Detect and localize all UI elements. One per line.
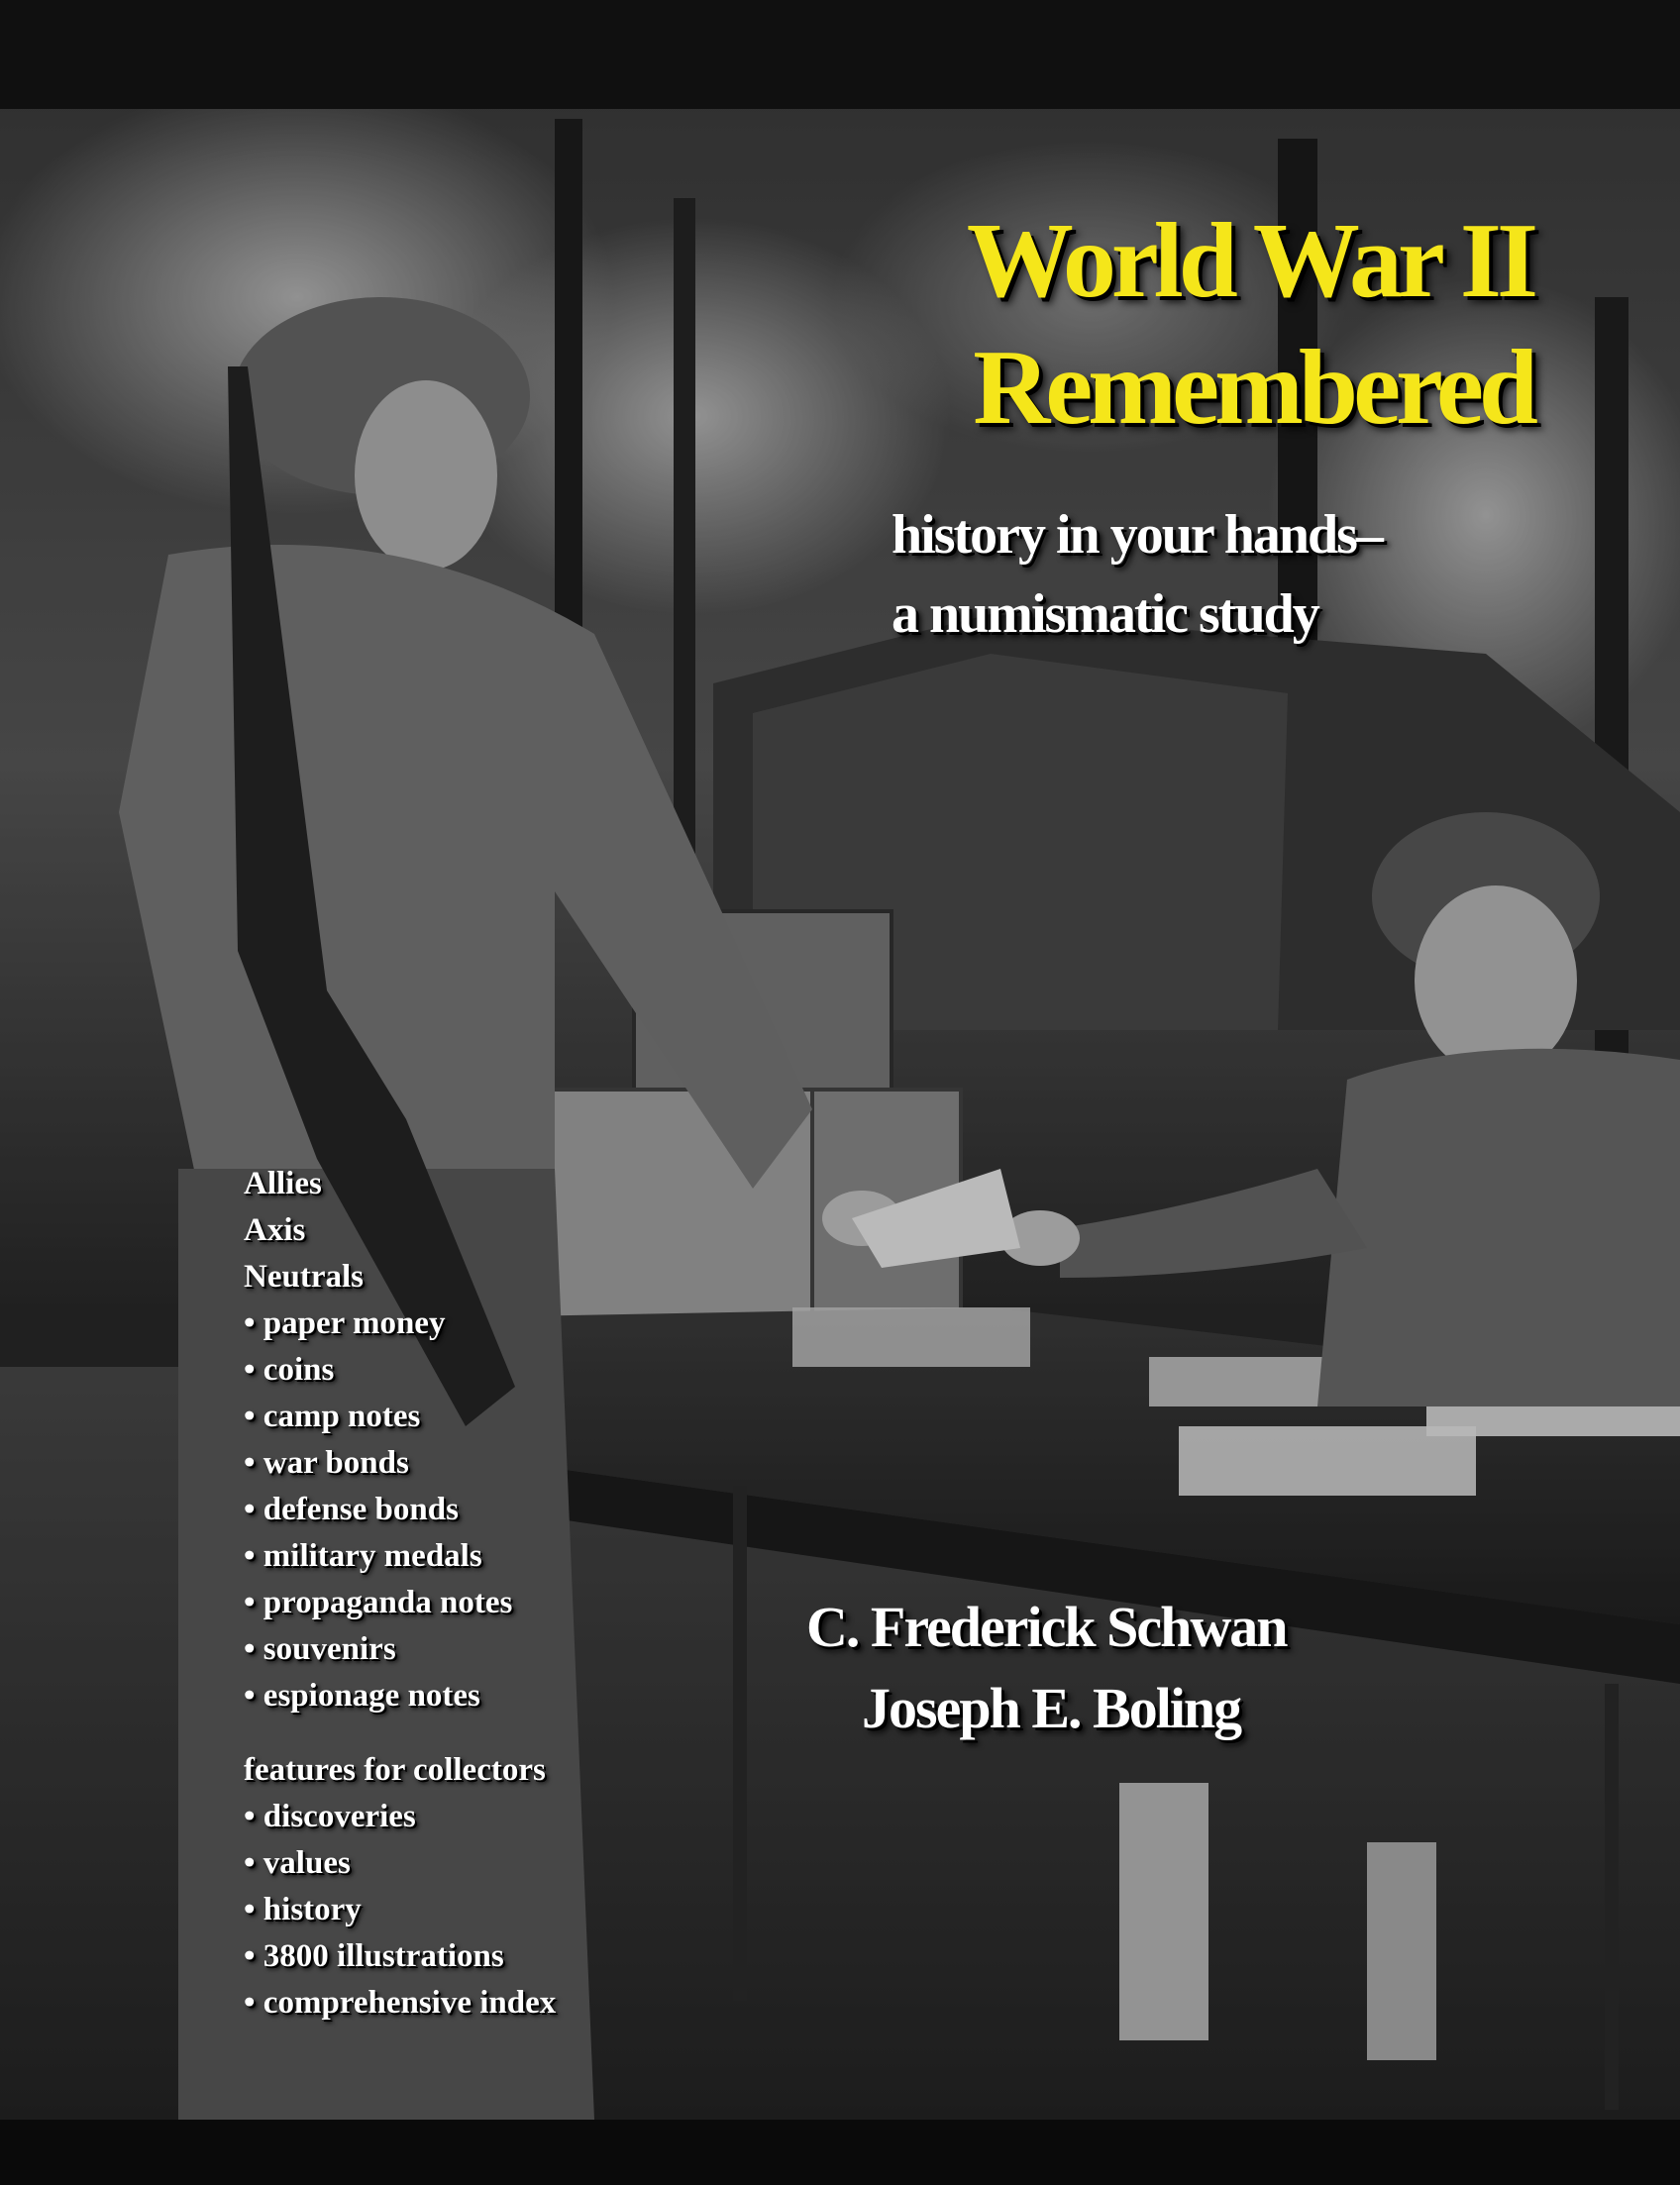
content-item: • defense bonds <box>244 1492 459 1527</box>
title-line-1: World War II <box>966 202 1533 320</box>
subtitle-line-2: a numismatic study <box>892 583 1318 645</box>
content-item: • espionage notes <box>244 1678 480 1714</box>
content-item: • propaganda notes <box>244 1585 513 1620</box>
collector-feature-item: • discoveries <box>244 1799 416 1834</box>
subtitle-line-1: history in your hands– <box>892 504 1382 566</box>
content-item: • souvenirs <box>244 1631 396 1667</box>
author-2: Joseph E. Boling <box>862 1676 1241 1740</box>
category-allies: Allies <box>244 1166 322 1201</box>
content-item: • coins <box>244 1352 335 1388</box>
collector-feature-item: • history <box>244 1892 362 1927</box>
list-spacer <box>244 1719 719 1747</box>
author-1: C. Frederick Schwan <box>806 1595 1287 1659</box>
top-dark-band <box>0 0 1680 109</box>
book-title <box>642 198 1533 452</box>
content-item: • war bonds <box>244 1445 409 1481</box>
category-axis: Axis <box>244 1212 306 1248</box>
book-authors <box>806 1587 1500 1749</box>
collector-feature-item: • values <box>244 1845 351 1881</box>
bottom-dark-band <box>0 2120 1680 2185</box>
collector-feature-item: • comprehensive index <box>244 1985 557 2021</box>
features-list <box>244 1161 719 2027</box>
content-item: • camp notes <box>244 1399 421 1434</box>
collector-feature-item: • 3800 illustrations <box>244 1938 504 1974</box>
title-line-2: Remembered <box>973 329 1533 447</box>
book-subtitle <box>892 495 1525 654</box>
content-item: • military medals <box>244 1538 482 1574</box>
collector-features-heading: features for collectors <box>244 1752 546 1788</box>
content-item: • paper money <box>244 1305 446 1341</box>
category-neutrals: Neutrals <box>244 1259 364 1295</box>
